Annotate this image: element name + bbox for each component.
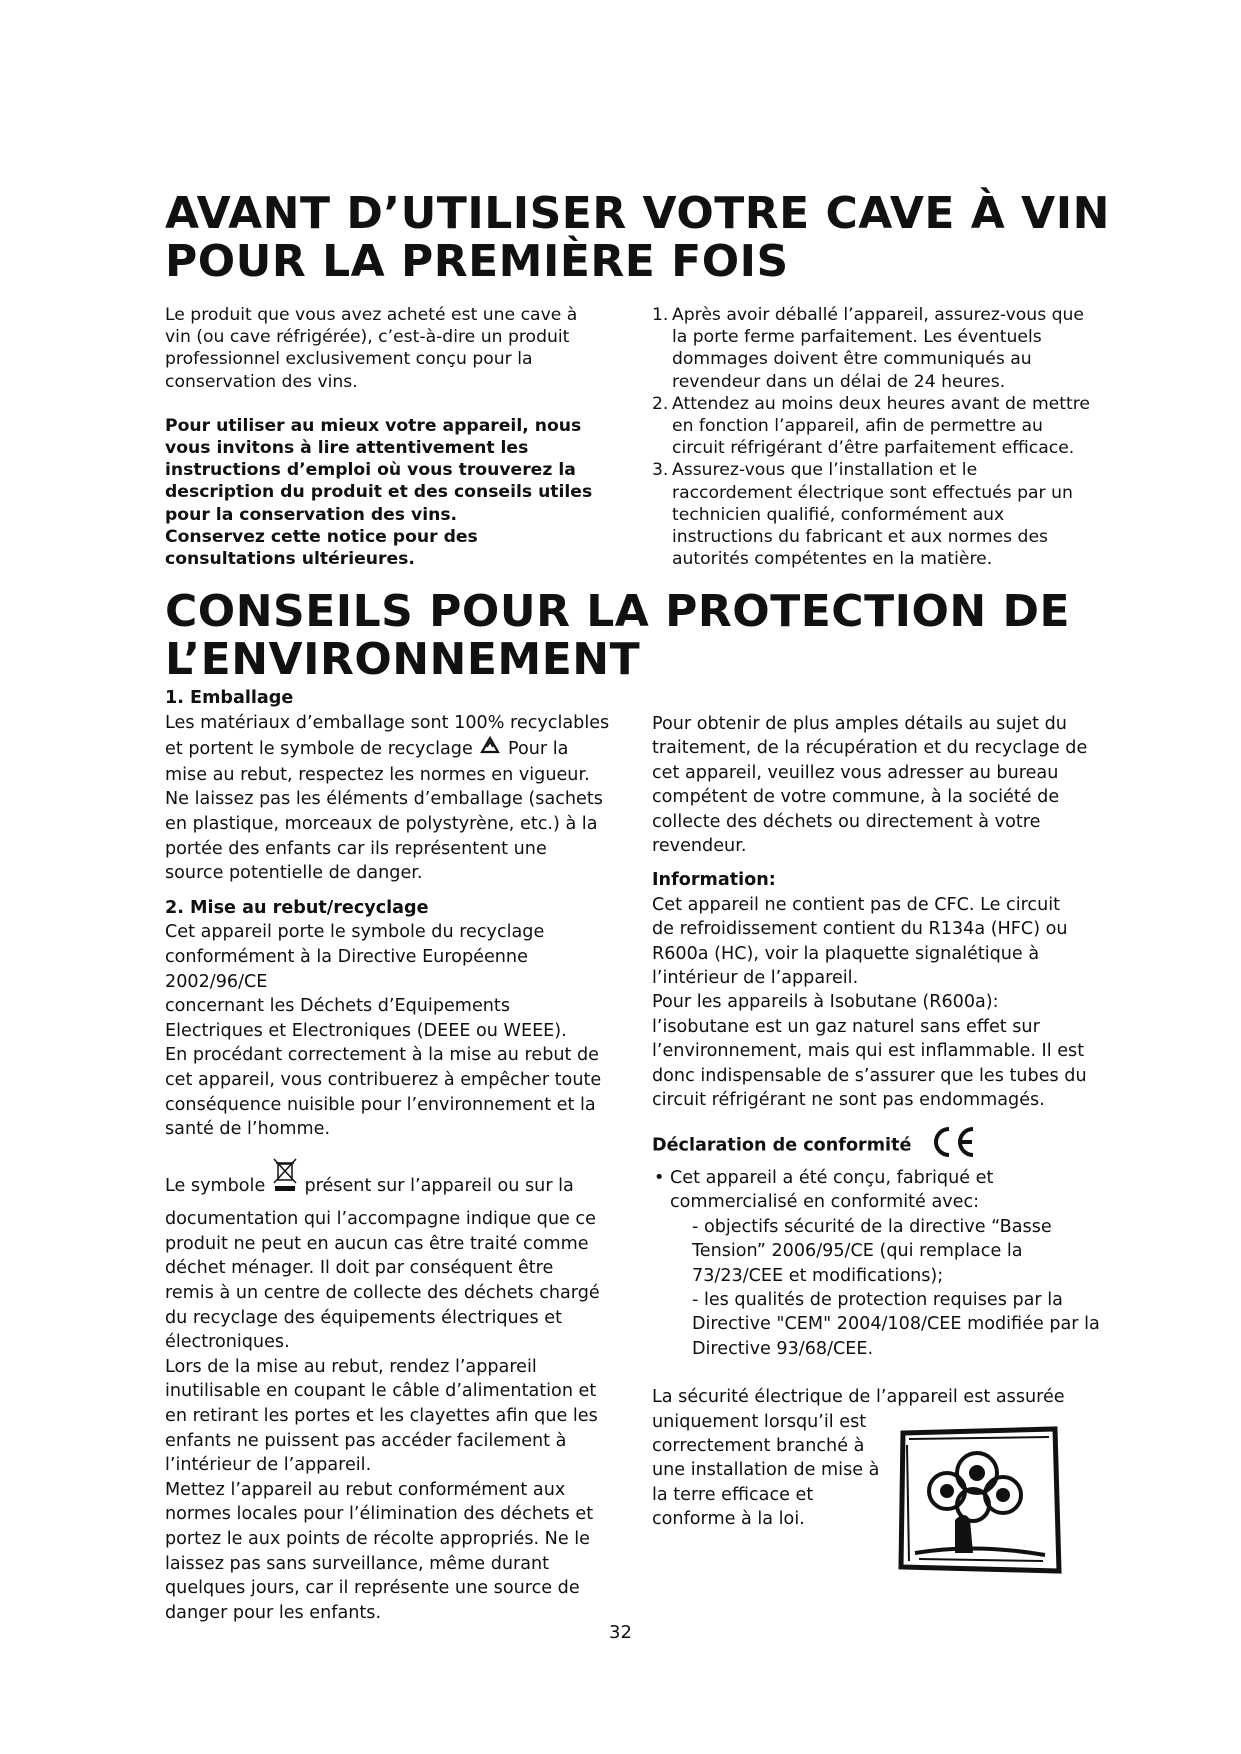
rebut-line: Electriques et Electroniques (DEEE ou WEEE). xyxy=(165,1020,567,1041)
safety-line: uniquement lorsqu’il est xyxy=(652,1411,867,1432)
declaration-line: commercialisé en conformité avec: xyxy=(670,1192,980,1213)
safety-line: correctement branché à xyxy=(652,1435,865,1456)
symbole-text: Le symbole xyxy=(165,1175,266,1196)
details-line: collecte des déchets ou directement à votre xyxy=(652,811,1041,832)
emballage-line: mise au rebut, respectez les normes en vigueur. xyxy=(165,764,590,785)
info-line: Pour les appareils à Isobutane (R600a): xyxy=(652,992,999,1013)
setup-steps xyxy=(652,304,1092,570)
declaration-heading-text: Déclaration de conformité xyxy=(652,1135,912,1156)
info-line: R600a (HC), voir la plaquette signalétique à xyxy=(652,943,1040,964)
advice-line: instructions d’emploi où vous trouverez la xyxy=(165,460,576,481)
step-line: Attendez au moins deux heures avant de mettre xyxy=(672,393,1090,414)
advice-line: Pour utiliser au mieux votre appareil, nous xyxy=(165,415,582,436)
symbole-line: danger pour les enfants. xyxy=(165,1602,382,1623)
symbole-line: déchet ménager. Il doit par conséquent être xyxy=(165,1258,554,1279)
symbole-line: laissez pas sans surveillance, même durant xyxy=(165,1553,550,1574)
rebut-line: conformément à la Directive Européenne xyxy=(165,946,528,967)
safety-line: La sécurité électrique de l’appareil est assurée xyxy=(652,1387,1065,1408)
advice-line: description du produit et des conseils utiles xyxy=(165,482,593,503)
step-line: circuit réfrigérant d’être parfaitement efficace. xyxy=(672,438,1075,459)
symbole-line: Lors de la mise au rebut, rendez l’appareil xyxy=(165,1356,537,1377)
section2-title-line2: L’ENVIRONNEMENT xyxy=(165,634,641,685)
step-line: en fonction l’appareil, afin de permettre au xyxy=(672,416,1043,437)
info-line: donc indispensable de s’assurer que les tubes du xyxy=(652,1065,1087,1086)
environment-tree-icon xyxy=(895,1425,1065,1579)
section2-left-column xyxy=(165,686,615,1625)
rebut-line: Cet appareil porte le symbole du recyclage xyxy=(165,922,545,943)
declaration-sub-list xyxy=(670,1215,1102,1361)
info-heading: Information: xyxy=(652,870,776,891)
symbole-line: inutilisable en coupant le câble d’alimentation et xyxy=(165,1381,597,1402)
symbole-line: documentation qui l’accompagne indique que ce xyxy=(165,1209,596,1230)
info-line: circuit réfrigérant ne sont pas endommagés. xyxy=(652,1090,1045,1111)
emballage-line: Ne laissez pas les éléments d’emballage (sachets xyxy=(165,789,603,810)
rebut-line: 2002/96/CE xyxy=(165,971,268,992)
emballage-line: Les matériaux d’emballage sont 100% recyclables xyxy=(165,712,610,733)
section2-title-line1: CONSEILS POUR LA PROTECTION DE xyxy=(165,586,1071,637)
rebut-line: cet appareil, vous contribuerez à empêcher toute xyxy=(165,1069,602,1090)
step-line: dommages doivent être communiqués au xyxy=(672,349,1032,370)
rebut-line: conséquence nuisible pour l’environnement et la xyxy=(165,1094,596,1115)
setup-step xyxy=(652,393,1092,460)
info-line: Cet appareil ne contient pas de CFC. Le circuit xyxy=(652,894,1061,915)
advice-line: consultations ultérieures. xyxy=(165,549,415,570)
emballage-line: portée des enfants car ils représentent une xyxy=(165,838,547,859)
symbole-line xyxy=(165,1164,615,1208)
symbole-line: Mettez l’appareil au rebut conformément aux xyxy=(165,1479,566,1500)
setup-step xyxy=(652,459,1092,570)
emballage-text: et portent le symbole de recyclage xyxy=(165,738,473,759)
section1-left-column xyxy=(165,304,605,570)
symbole-line: quelques jours, car il représente une source de xyxy=(165,1578,580,1599)
step-line: instructions du fabricant et aux normes des xyxy=(672,527,1048,548)
info-line: de refroidissement contient du R134a (HFC) ou xyxy=(652,919,1068,940)
symbole-line: produit ne peut en aucun cas être traité comme xyxy=(165,1233,589,1254)
info-line: l’intérieur de l’appareil. xyxy=(652,968,859,989)
step-line: Assurez-vous que l’installation et le xyxy=(672,460,978,481)
advice-line: pour la conservation des vins. xyxy=(165,504,458,525)
details-line: revendeur. xyxy=(652,836,747,857)
emballage-line: en plastique, morceaux de polystyrène, etc.) à la xyxy=(165,813,598,834)
section1-title-line2: POUR LA PREMIÈRE FOIS xyxy=(165,236,789,287)
details-line: traitement, de la récupération et du recyclage de xyxy=(652,738,1088,759)
step-line: Après avoir déballé l’appareil, assurez-vous que xyxy=(672,305,1084,325)
declaration-bullet xyxy=(652,1166,1102,1361)
symbole-line: enfants ne puissent pas accéder facilement à xyxy=(165,1430,567,1451)
info-line: l’environnement, mais qui est inflammable. Il est xyxy=(652,1041,1085,1062)
page-number: 32 xyxy=(609,1622,632,1643)
intro-line: conservation des vins. xyxy=(165,371,358,392)
details-line: Pour obtenir de plus amples détails au sujet du xyxy=(652,714,1067,734)
declaration-sub-line: - objectifs sécurité de la directive “Basse xyxy=(692,1216,1052,1237)
details-line: compétent de votre commune, à la société de xyxy=(652,787,1060,808)
advice-line: Conservez cette notice pour des xyxy=(165,526,478,547)
step-line: raccordement électrique sont effectués par un xyxy=(672,482,1073,503)
intro-line: vin (ou cave réfrigérée), c’est-à-dire un produit xyxy=(165,327,570,348)
rebut-heading: 2. Mise au rebut/recyclage xyxy=(165,897,429,918)
emballage-heading: 1. Emballage xyxy=(165,688,294,708)
emballage-line xyxy=(165,735,615,763)
safety-line: une installation de mise à xyxy=(652,1460,880,1481)
rebut-line: santé de l’homme. xyxy=(165,1119,331,1140)
step-line: autorités compétentes en la matière. xyxy=(672,549,993,570)
declaration-list xyxy=(652,1166,1102,1361)
emballage-text: Pour la xyxy=(507,738,569,759)
step-number: 1. xyxy=(652,305,669,325)
step-line: revendeur dans un délai de 24 heures. xyxy=(672,371,1006,392)
declaration-heading xyxy=(652,1125,1102,1166)
rebut-line: En procédant correctement à la mise au rebut de xyxy=(165,1045,600,1066)
symbole-line: en retirant les portes et les clayettes afin que les xyxy=(165,1406,598,1427)
declaration-sub-line: - les qualités de protection requises par la xyxy=(692,1289,1063,1310)
step-line: la porte ferme parfaitement. Les éventuels xyxy=(672,327,1042,348)
emballage-line: source potentielle de danger. xyxy=(165,863,423,884)
symbole-line: portez le aux points de récolte appropriés. Ne le xyxy=(165,1529,590,1549)
intro-line: Le produit que vous avez acheté est une cave à xyxy=(165,305,578,325)
section1-title xyxy=(165,190,1110,286)
bullet-icon: • xyxy=(654,1167,665,1188)
details-line: cet appareil, veuillez vous adresser au bureau xyxy=(652,762,1059,783)
symbole-text: présent sur l’appareil ou sur la xyxy=(304,1175,574,1196)
step-line: technicien qualifié, conformément aux xyxy=(672,504,1005,525)
declaration-sub-line: Directive 93/68/CEE. xyxy=(692,1338,874,1359)
symbole-line: normes locales pour l’élimination des déchets et xyxy=(165,1504,594,1525)
symbole-line: électroniques. xyxy=(165,1332,290,1353)
declaration-line: Cet appareil a été conçu, fabriqué et xyxy=(670,1167,994,1188)
section1-title-line1: AVANT D’UTILISER VOTRE CAVE À VIN xyxy=(165,188,1110,239)
crossed-bin-icon xyxy=(271,1156,299,1200)
step-number: 3. xyxy=(652,460,669,481)
symbole-line: remis à un centre de collecte des déchets chargé xyxy=(165,1283,600,1304)
recycling-icon xyxy=(478,735,502,763)
rebut-line: concernant les Déchets d’Equipements xyxy=(165,996,510,1017)
declaration-sub-line: Directive "CEM" 2004/108/CEE modifiée par la xyxy=(692,1314,1100,1335)
symbole-line: l’intérieur de l’appareil. xyxy=(165,1455,372,1476)
declaration-sub-line: Tension” 2006/95/CE (qui remplace la xyxy=(692,1241,1023,1262)
ce-mark-icon xyxy=(928,1125,978,1166)
section1-right-column xyxy=(652,304,1092,570)
declaration-sub-line: 73/23/CEE et modifications); xyxy=(692,1265,944,1286)
safety-line: conforme à la loi. xyxy=(652,1509,805,1530)
info-line: l’isobutane est un gaz naturel sans effet sur xyxy=(652,1016,1040,1037)
advice-line: vous invitons à lire attentivement les xyxy=(165,438,529,459)
step-number: 2. xyxy=(652,393,669,414)
safety-line: la terre efficace et xyxy=(652,1484,814,1505)
section2-right-column xyxy=(652,712,1102,1532)
section2-title xyxy=(165,588,1070,684)
intro-line: professionnel exclusivement conçu pour la xyxy=(165,349,533,370)
symbole-line: du recyclage des équipements électriques et xyxy=(165,1307,562,1328)
setup-step xyxy=(652,304,1092,393)
